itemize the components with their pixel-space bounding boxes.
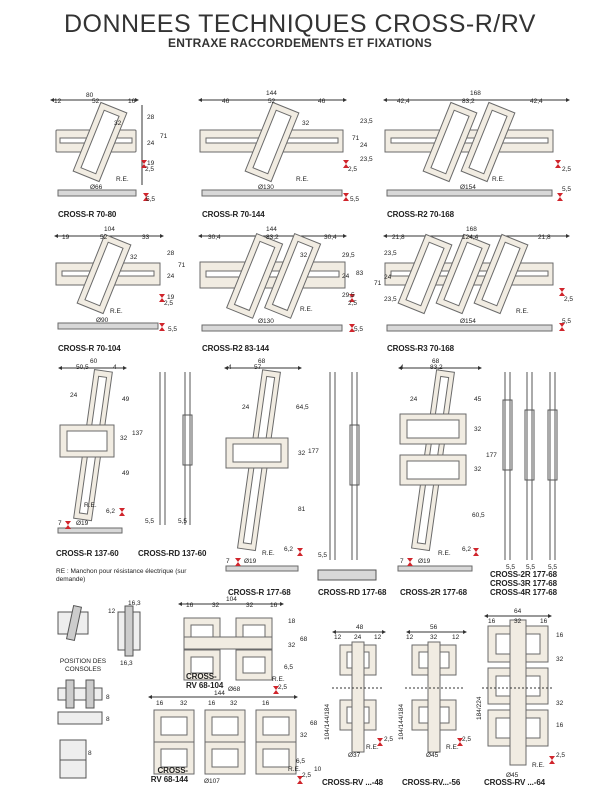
dim-label: 57 <box>254 364 262 371</box>
caption-rv-48: CROSS-RV ...-48 <box>322 778 384 787</box>
dim-label: 2,5 <box>562 166 572 173</box>
dim-label: 177 <box>308 448 319 455</box>
dim-label: 16 <box>488 618 496 625</box>
dim-label: 2,5 <box>556 752 566 759</box>
caption-rv68-104: CROSS-RV 68-104 <box>186 672 224 690</box>
dim-label: 32 <box>556 656 564 663</box>
dim-label: 144 <box>266 90 277 97</box>
dim-label: 29,5 <box>342 252 355 259</box>
dim-label: 23,5 <box>360 118 373 125</box>
drawing-consoles <box>58 606 140 778</box>
caption-3r177-68: CROSS-3R 177-68 <box>490 579 557 588</box>
dim-label: 32 <box>556 700 564 707</box>
dim-label: 7 <box>400 558 404 565</box>
drawing-r2-83-144 <box>200 234 345 331</box>
dim-label: Ø19 <box>418 558 431 565</box>
dim-label: 12 <box>374 634 382 641</box>
dim-label: 68 <box>258 358 266 365</box>
dim-label: Ø107 <box>204 778 220 785</box>
dim-label: 6,5 <box>296 758 306 765</box>
dim-label: 5,5 <box>506 564 516 571</box>
dim-label: R.E. <box>492 176 505 183</box>
dim-label: 50,5 <box>76 364 89 371</box>
dim-label: Ø66 <box>90 184 103 191</box>
drawing-rv-64 <box>482 616 552 765</box>
dim-label: 32 <box>120 435 128 442</box>
dim-label: R.E. <box>300 306 313 313</box>
dim-label: 32 <box>300 732 308 739</box>
dim-label: 32 <box>474 466 482 473</box>
dim-label: R.E. <box>110 308 123 315</box>
dim-label: 8 <box>106 716 110 723</box>
dim-label: 5,5 <box>354 326 364 333</box>
dim-label: 80 <box>86 92 94 99</box>
page-subtitle: ENTRAXE RACCORDEMENTS ET FIXATIONS <box>168 36 432 50</box>
dim-label: Ø45 <box>426 752 439 759</box>
dim-label: Ø68 <box>228 686 241 693</box>
caption-r3-70-168: CROSS-R3 70-168 <box>387 344 454 353</box>
dim-label: 60 <box>90 358 98 365</box>
dim-label: 32 <box>302 120 310 127</box>
dim-label: 184/224 <box>476 696 483 720</box>
drawing-r3-70-168 <box>385 234 568 331</box>
drawing-rd137-60 <box>160 372 192 525</box>
dim-label: 68 <box>300 636 308 643</box>
dim-label: Ø154 <box>460 318 476 325</box>
dim-label: 32 <box>430 634 438 641</box>
dim-label: 16 <box>208 700 216 707</box>
dim-label: Ø130 <box>258 318 274 325</box>
dim-label: 5,5 <box>318 552 328 559</box>
dim-label: 68 <box>432 358 440 365</box>
dim-label: 6,2 <box>106 508 116 515</box>
dim-label: 32 <box>300 252 308 259</box>
dim-label: R.E. <box>446 744 459 751</box>
dim-label: 2,5 <box>462 736 472 743</box>
dim-label: 144 <box>214 690 225 697</box>
dim-label: 24 <box>342 273 350 280</box>
dim-label: 32 <box>114 120 122 127</box>
dim-label: Ø154 <box>460 184 476 191</box>
consoles-label: POSITION DES CONSOLES <box>59 658 107 673</box>
dim-label: 5,5 <box>178 518 188 525</box>
dim-label: 16 <box>270 602 278 609</box>
dim-label: 48 <box>356 624 364 631</box>
caption-rv-56: CROSS-RV...-56 <box>402 778 461 787</box>
dim-label: 32 <box>180 700 188 707</box>
dim-label: 64 <box>514 608 522 615</box>
dim-label: 10 <box>314 766 322 773</box>
caption-r70-80: CROSS-R 70-80 <box>58 210 117 219</box>
dim-label: 5,5 <box>562 186 572 193</box>
dim-label: 16,3 <box>120 660 133 667</box>
dim-label: 83,2 <box>266 234 279 241</box>
dim-label: 16 <box>556 632 564 639</box>
dim-label: 144 <box>266 226 277 233</box>
caption-4r177-68: CROSS-4R 177-68 <box>490 588 557 597</box>
dim-label: 56 <box>430 624 438 631</box>
caption-r137-60: CROSS-R 137-60 <box>56 549 119 558</box>
dim-label: 104 <box>226 596 237 603</box>
dim-label: 60,5 <box>472 512 485 519</box>
dim-label: R.E. <box>296 176 309 183</box>
caption-r70-104: CROSS-R 70-104 <box>58 344 121 353</box>
dim-label: 6,2 <box>462 546 472 553</box>
dim-label: 24 <box>410 396 418 403</box>
dim-label: 33 <box>142 234 150 241</box>
drawing-rv-56 <box>405 632 465 752</box>
dim-label: Ø90 <box>96 317 109 324</box>
dim-label: 24 <box>242 404 250 411</box>
drawing-r70-144 <box>200 100 345 196</box>
dim-label: 42,4 <box>530 98 543 105</box>
dim-label: 42,4 <box>397 98 410 105</box>
caption-r2-83-144: CROSS-R2 83-144 <box>202 344 269 353</box>
dim-label: R.E. <box>84 502 97 509</box>
dim-label: 16 <box>156 700 164 707</box>
dim-label: 24 <box>354 634 362 641</box>
dim-label: 24 <box>70 392 78 399</box>
dim-label: 29,5 <box>342 292 355 299</box>
dim-label: 71 <box>352 135 360 142</box>
dim-label: 32 <box>298 450 306 457</box>
dim-label: 12 <box>452 634 460 641</box>
dim-label: 2,5 <box>145 166 155 173</box>
dim-label: 24 <box>167 273 175 280</box>
dim-label: 32 <box>212 602 220 609</box>
dim-label: 28 <box>147 114 155 121</box>
dim-label: 12 <box>108 608 116 615</box>
drawing-multi-177-68 <box>503 372 557 560</box>
dim-label: 2,5 <box>564 296 574 303</box>
caption-r177-68: CROSS-R 177-68 <box>228 588 291 597</box>
dim-label: 46 <box>222 98 230 105</box>
caption-r2-70-168: CROSS-R2 70-168 <box>387 210 454 219</box>
dim-label: 24 <box>360 142 368 149</box>
dim-label: Ø37 <box>348 752 361 759</box>
dim-label: 124,4 <box>462 234 479 241</box>
dim-label: 49 <box>122 396 130 403</box>
dim-label: 16 <box>262 700 270 707</box>
dim-label: 71 <box>178 262 186 269</box>
dim-label: 6,2 <box>284 546 294 553</box>
caption-2r177-68: CROSS-2R 177-68 <box>400 588 467 597</box>
page-title: DONNEES TECHNIQUES CROSS-R/RV <box>64 10 536 38</box>
dim-label: R.E. <box>438 550 451 557</box>
dim-label: 4 <box>113 364 117 371</box>
dim-label: 5,5 <box>548 564 558 571</box>
dim-label: 32 <box>230 700 238 707</box>
dim-label: R.E. <box>116 176 129 183</box>
dim-label: 52 <box>92 98 100 105</box>
dim-label: Ø45 <box>506 772 519 779</box>
dim-label: 32 <box>514 618 522 625</box>
dim-label: Ø19 <box>76 520 89 527</box>
dim-label: 104 <box>104 226 115 233</box>
dim-label: Ø130 <box>258 184 274 191</box>
dim-label: 4 <box>228 364 232 371</box>
dim-label: 7 <box>58 520 62 527</box>
dim-label: 104/144/184 <box>398 703 405 740</box>
dim-label: 19 <box>147 160 155 167</box>
dim-label: 32 <box>246 602 254 609</box>
dim-label: 16 <box>556 722 564 729</box>
dim-label: 16 <box>186 602 194 609</box>
drawing-rv68-104 <box>180 604 282 680</box>
caption-r70-144: CROSS-R 70-144 <box>202 210 265 219</box>
dim-label: 30,4 <box>208 234 221 241</box>
dim-label: 2,5 <box>302 772 312 779</box>
dim-label: 21,8 <box>392 234 405 241</box>
dim-label: R.E. <box>532 762 545 769</box>
dim-label: 23,5 <box>384 296 397 303</box>
dim-label: R.E. <box>366 744 379 751</box>
dim-label: 83,2 <box>430 364 443 371</box>
caption-rv-64: CROSS-RV ...-64 <box>484 778 546 787</box>
dim-label: 71 <box>160 133 168 140</box>
dim-label: 71 <box>374 280 382 287</box>
dim-label: 49 <box>122 470 130 477</box>
dim-label: 45 <box>474 396 482 403</box>
caption-rd137-60: CROSS-RD 137-60 <box>138 549 207 558</box>
dim-label: 177 <box>486 452 497 459</box>
caption-2r177-68-multi: CROSS-2R 177-68 <box>490 570 557 579</box>
dim-label: 68 <box>310 720 318 727</box>
drawing-r177-68 <box>226 368 300 571</box>
dim-label: 24 <box>147 140 155 147</box>
dim-label: 2,5 <box>348 300 358 307</box>
dim-label: 5,5 <box>526 564 536 571</box>
dim-label: 8 <box>88 750 92 757</box>
dim-label: R.E. <box>272 676 285 683</box>
dim-label: 16,3 <box>128 600 141 607</box>
dim-label: 12 <box>54 98 62 105</box>
dim-label: 5,5 <box>562 318 572 325</box>
dim-label: 7 <box>226 558 230 565</box>
drawing-r70-104 <box>56 234 162 329</box>
dim-label: 19 <box>62 234 70 241</box>
dim-label: 137 <box>132 430 143 437</box>
dim-label: 23,5 <box>360 156 373 163</box>
caption-rd177-68: CROSS-RD 177-68 <box>318 588 387 597</box>
dim-label: 4 <box>400 364 404 371</box>
dim-label: 18 <box>288 618 296 625</box>
dim-label: 81 <box>298 506 306 513</box>
dim-label: 2,5 <box>164 300 174 307</box>
dim-label: 83 <box>356 270 364 277</box>
dim-label: 32 <box>474 426 482 433</box>
dim-label: 5,5 <box>145 518 155 525</box>
dim-label: Ø19 <box>244 558 257 565</box>
dim-label: R.E. <box>262 550 275 557</box>
dim-label: 2,5 <box>384 736 394 743</box>
dim-label: R.E. <box>516 308 529 315</box>
dim-label: 32 <box>130 254 138 261</box>
dim-label: 2,5 <box>348 166 358 173</box>
dim-label: 83,2 <box>462 98 475 105</box>
dim-label: 8 <box>106 694 110 701</box>
drawing-rv-48 <box>332 632 384 752</box>
dim-label: 16 <box>540 618 548 625</box>
drawing-rd177-68 <box>318 372 376 580</box>
dim-label: 32 <box>288 642 296 649</box>
dim-label: 16 <box>128 98 136 105</box>
dim-label: 104/144/184 <box>324 703 331 740</box>
dim-label: 12 <box>334 634 342 641</box>
dim-label: 30,4 <box>324 234 337 241</box>
dim-label: 2,5 <box>278 684 288 691</box>
drawing-rv68-144 <box>150 697 296 774</box>
dim-label: 64,5 <box>296 404 309 411</box>
dim-label: 46 <box>318 98 326 105</box>
dim-label: 5,5 <box>350 196 360 203</box>
dim-label: 5,5 <box>146 196 156 203</box>
re-note: RE : Manchon pour résistance électrique (sur demande) <box>56 568 187 583</box>
drawing-r2-70-168 <box>385 100 568 196</box>
dim-label: 21,8 <box>538 234 551 241</box>
dim-label: 168 <box>470 90 481 97</box>
dim-label: 52 <box>268 98 276 105</box>
dim-label: 52 <box>100 234 108 241</box>
dim-label: 23,5 <box>384 250 397 257</box>
dim-label: R.E. <box>288 766 301 773</box>
dim-label: 12 <box>406 634 414 641</box>
dim-label: 28 <box>167 250 175 257</box>
dim-label: 5,5 <box>168 326 178 333</box>
dim-label: 6,5 <box>284 664 294 671</box>
caption-rv68-144: CROSS-RV 68-144 <box>150 766 188 784</box>
dim-label: 168 <box>466 226 477 233</box>
dim-label: 24 <box>384 274 392 281</box>
dim-label: 19 <box>167 294 175 301</box>
